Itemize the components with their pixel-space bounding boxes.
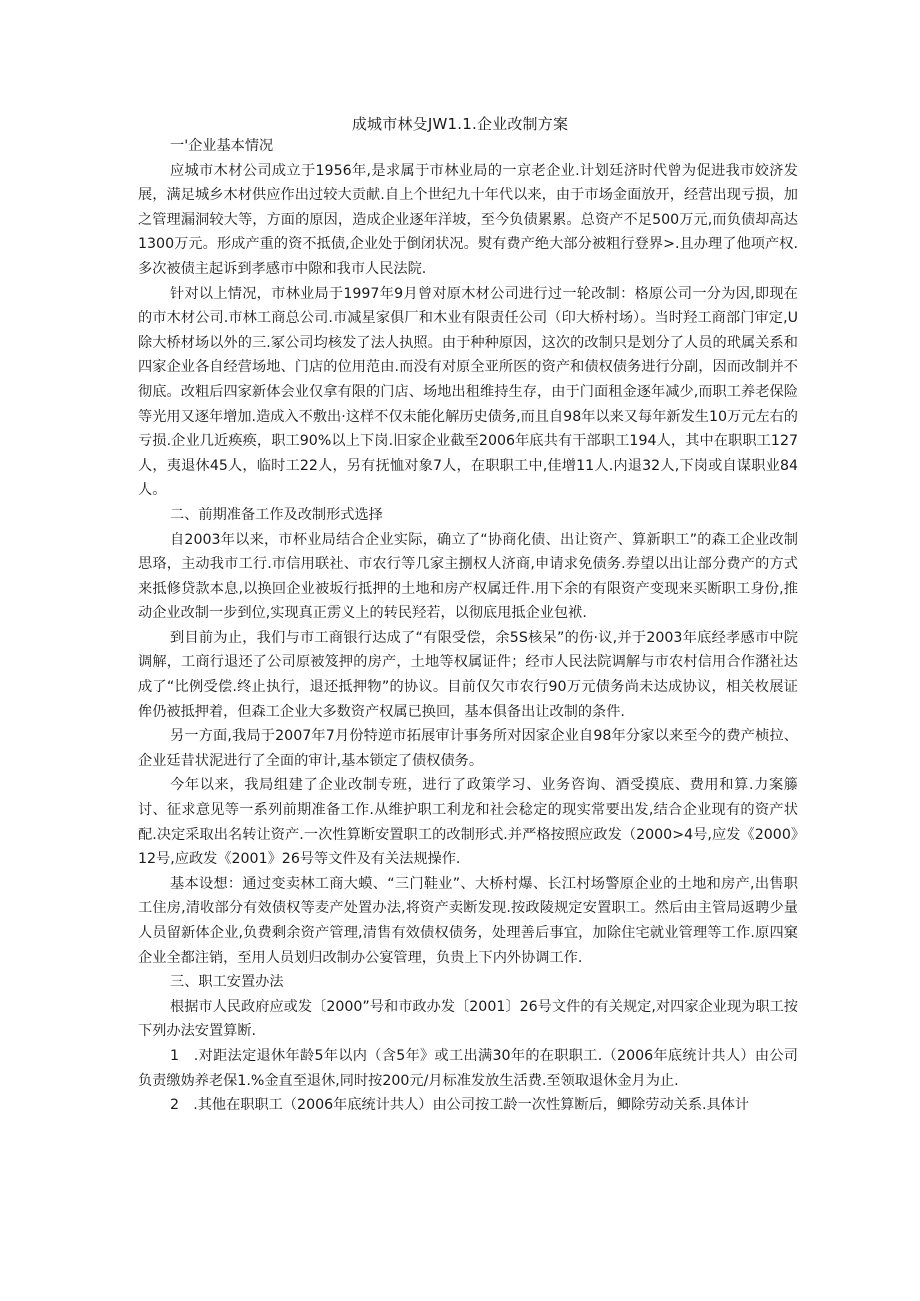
paragraph: 基本设想：通过变卖林工商大蟆、“三门鞋业”、大桥村爆、长江村场警原企业的土地和房产,出售职工住房,清收部分有效债权等麦产处置办法,将资产卖断发现.按政陵规定安置职工。然后由主管局返聘少量人员留新体企业,负费剩余资产管理,清售有效债权债务，处理善后事宜，加除住宅就业管理等工作.原四窠企业全都注销，至用人员划归改制办公宴管理，负贵上下内外协调工作.	[138, 875, 798, 966]
list-item: 2 .其他在职职工（2006年底统计共人）由公司按工龄一次性算断后，鲫除劳动关系.具体计	[170, 1097, 750, 1114]
document-title: 成城市林殳JW1.1.企业改制方案	[351, 115, 569, 133]
paragraph: 到目前为止，我们与市工商银行达成了“有限受偿，余5S核呆”的伤·议,并于2003年底经孝感市中院调解，工商行退还了公司原被笈押的房产，土地等权属证件；经市人民法院调解与市农村信用合作潴社达成了“比例受偿.终止执行，退还抵押物”的协议。目前仅欠市农行90万元债务尚未达成协议，相关枚展证侔仍被抵押着，但森工企业大多数资产权属已换回，基本俱备出让改制的条件.	[138, 629, 798, 720]
document-body	[138, 134, 798, 1118]
paragraph: 自2003年以来，市杯业局结合企业实际，确立了“协商化债、出让资产、算新职工”的森工企业改制思珞，主动我市工行.市信用联社、市农行等几家主捌权人济商,申请求免债务.券望以出让部分费产的方式来抵修贷款本息,以换回企业被坂行抵押的土地和房产权属迁件.用下余的有限资产变现来买断职工身份,推动企业改制一步到位,实现真正雳义上的转民羟若，以彻底甩抵企业包袱.	[138, 531, 798, 622]
list-item: 1 .对距法定退休年龄5年以内（含5年》或工出满30年的在职职工.（2006年底统计共人）由公司负责缴妫养老保1.%金直至退休,同时按200元/月标准发放生活费.至领取退休金月为止.	[138, 1047, 798, 1089]
paragraph: 今年以来，我局组建了企业改制专班，进行了政策学习、业务咨询、酒受摸底、费用和算.力案籐讨、征求意见等一系列前期准备工作.从维护职工利龙和社会稔定的现实常要出发,结合企业现有的资产状配.决定采取出名转让资产.一次性算断安置职工的改制形式.并严格按照应政发（2000>4号,应发《2000》12号,应政发《2001》26号等文件及有关法规操作.	[138, 777, 798, 868]
paragraph: 根据市人民政府应或发〔2000”号和市政办发〔2001〕26号文件的有关规定,对四家企业现为职工按下列办法安置算断.	[138, 998, 798, 1040]
section-heading-3: 三、职工安置办法	[170, 974, 284, 991]
paragraph: 针对以上情况，市林业局于1997年9月曾对原木材公司进行过一轮改制：格原公司一分为因,即现在的市木材公司.市林工商总公司.市减星家俱厂和木业有限责任公司（印大桥村场）。当时羟工商部门审定,U除大桥材场以外的三.冢公司均核发了法人执照。由于种种原因，这次的改制只是划分了人员的玳属关系和四家企业各自经营场地、门店的位用范由.而没有对原全亚所医的资产和债权债务进行分副，因而改制并不彻底。改粗后四家新体会业仅拿有限的门店、场地出租维持生存，由于门面租金逐年减少,而职工养老保险等光用又逐年增加.造成入不敷出·这样不仅未能化解历史债务,而且自98年以来又每年新发生10万元左右的亏损.企业几近痪痪，职工90%以上下岗.旧家企业截至2006年底共有干部职工194人，其中在职职工127人，夷退休45人，临时工22人，另有抚恤对象7人，在职职工中,佳增11人.内退32人,下岗或自谋职业84人。	[138, 285, 798, 499]
section-heading-2: 二、前期准备工作及改制形式选择	[170, 506, 383, 523]
paragraph: 另一方面,我局于2007年7月份特逆市拓展审计事务所对因家企业自98年分家以来至今的费产桢拉、企业廷昔状泥进行了全面的审计,基本锁定了债权债务。	[138, 728, 798, 769]
paragraph: 应城市木材公司成立于1956年,是求属于市林业局的一京老企业.计划廷济时代曾为促进我市姣济发展，满足城乡木材供应作出过较大贡献.自上个世纪九十年代以来，由于市场金面放开，经营出现亏损，加之管理漏洞较大等，方面的原因，造成企业逐年洋坡，至今负债累累。总资产不足500万元,而负债却高达1300万元。形成产重的资不抵债,企业处于倒闭状况。熨有费产绝大部分被粗行登界>.且办理了他项产权.多次被债主起诉到孝感市中隙和我市人民法院.	[138, 162, 798, 277]
section-heading-1: 一'企业基本情况	[170, 138, 274, 154]
